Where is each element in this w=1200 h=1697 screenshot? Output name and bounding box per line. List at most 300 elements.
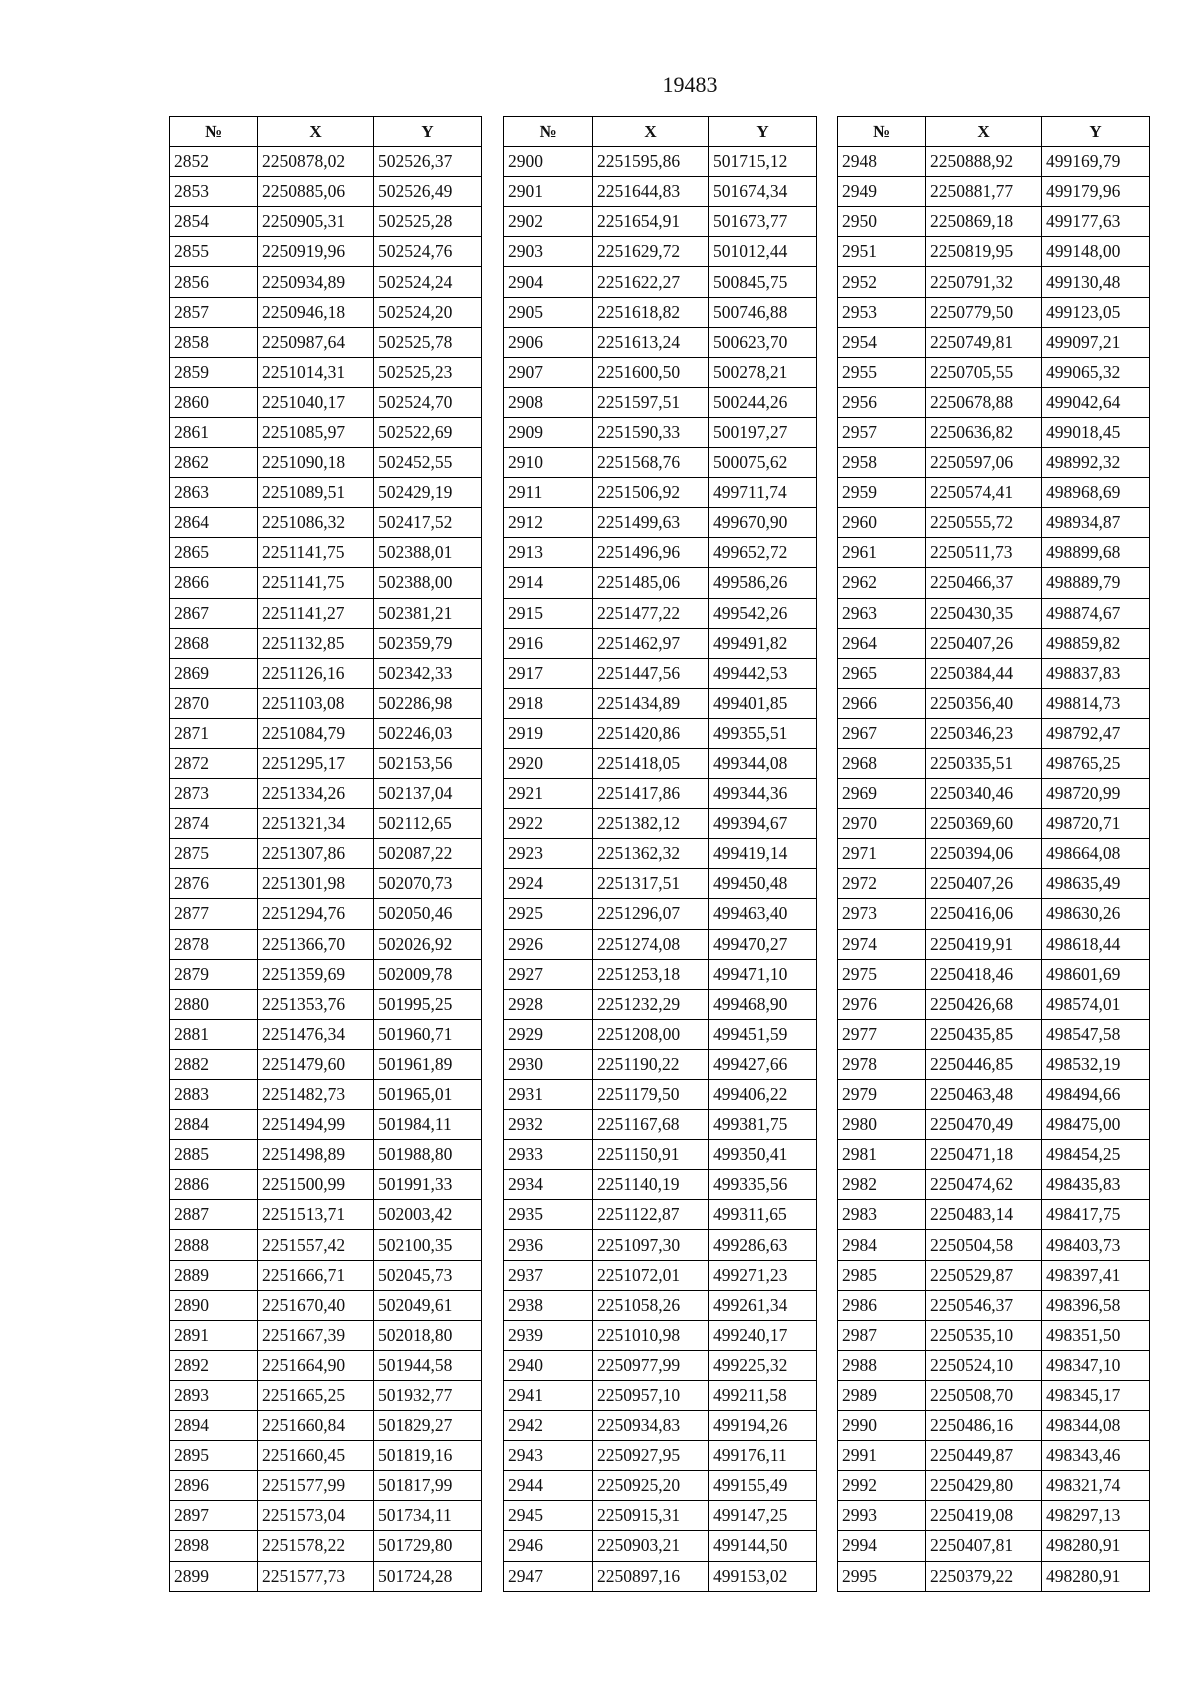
table-row — [170, 1290, 482, 1320]
table-row — [838, 1531, 1150, 1561]
y-coordinate-cell: 500278,21 — [709, 357, 817, 387]
point-number-cell: 2860 — [170, 387, 258, 417]
point-number-cell: 2879 — [170, 959, 258, 989]
y-coordinate-cell: 499344,36 — [709, 779, 817, 809]
x-coordinate-cell: 2251462,97 — [593, 628, 709, 658]
point-number-cell: 2989 — [838, 1380, 926, 1410]
y-coordinate-cell: 498859,82 — [1042, 628, 1150, 658]
x-coordinate-cell: 2251629,72 — [593, 237, 709, 267]
x-coordinate-cell: 2251140,19 — [593, 1170, 709, 1200]
table-row — [170, 1049, 482, 1079]
x-coordinate-cell: 2251040,17 — [258, 387, 374, 417]
x-coordinate-cell: 2251307,86 — [258, 839, 374, 869]
point-number-cell: 2914 — [504, 568, 593, 598]
table-row — [838, 1411, 1150, 1441]
point-number-cell: 2874 — [170, 809, 258, 839]
table-row — [504, 869, 817, 899]
point-number-cell: 2956 — [838, 387, 926, 417]
point-number-cell: 2974 — [838, 929, 926, 959]
x-coordinate-cell: 2251476,34 — [258, 1019, 374, 1049]
table-row — [838, 748, 1150, 778]
y-coordinate-cell: 502524,20 — [374, 297, 482, 327]
y-coordinate-cell: 499427,66 — [709, 1049, 817, 1079]
table-row — [504, 1531, 817, 1561]
coordinate-tables — [169, 116, 1149, 1596]
y-coordinate-cell: 498874,67 — [1042, 598, 1150, 628]
point-number-cell: 2920 — [504, 748, 593, 778]
point-number-cell: 2976 — [838, 989, 926, 1019]
y-coordinate-cell: 498494,66 — [1042, 1080, 1150, 1110]
table-row — [504, 207, 817, 237]
x-coordinate-cell: 2251382,12 — [593, 809, 709, 839]
y-coordinate-cell: 501829,27 — [374, 1411, 482, 1441]
x-coordinate-cell: 2251150,91 — [593, 1140, 709, 1170]
y-coordinate-cell: 499097,21 — [1042, 327, 1150, 357]
point-number-cell: 2872 — [170, 748, 258, 778]
x-coordinate-cell: 2251301,98 — [258, 869, 374, 899]
y-coordinate-cell: 499586,26 — [709, 568, 817, 598]
x-coordinate-cell: 2251434,89 — [593, 688, 709, 718]
x-coordinate-cell: 2251317,51 — [593, 869, 709, 899]
header-y: Y — [374, 117, 482, 147]
point-number-cell: 2949 — [838, 177, 926, 207]
y-coordinate-cell: 499144,50 — [709, 1531, 817, 1561]
point-number-cell: 2946 — [504, 1531, 593, 1561]
table-row — [838, 1230, 1150, 1260]
y-coordinate-cell: 502018,80 — [374, 1320, 482, 1350]
table-row — [504, 598, 817, 628]
table-row — [838, 1080, 1150, 1110]
table-row — [838, 658, 1150, 688]
y-coordinate-cell: 498280,91 — [1042, 1561, 1150, 1591]
table-row — [504, 1320, 817, 1350]
x-coordinate-cell: 2250483,14 — [926, 1200, 1042, 1230]
table-row — [838, 448, 1150, 478]
x-coordinate-cell: 2250379,22 — [926, 1561, 1042, 1591]
x-coordinate-cell: 2251232,29 — [593, 989, 709, 1019]
x-coordinate-cell: 2251085,97 — [258, 417, 374, 447]
x-coordinate-cell: 2251141,27 — [258, 598, 374, 628]
x-coordinate-cell: 2250407,26 — [926, 869, 1042, 899]
table-row — [838, 1290, 1150, 1320]
x-coordinate-cell: 2251644,83 — [593, 177, 709, 207]
x-coordinate-cell: 2250546,37 — [926, 1290, 1042, 1320]
x-coordinate-cell: 2250486,16 — [926, 1411, 1042, 1441]
x-coordinate-cell: 2250470,49 — [926, 1110, 1042, 1140]
x-coordinate-cell: 2251086,32 — [258, 508, 374, 538]
y-coordinate-cell: 499450,48 — [709, 869, 817, 899]
point-number-cell: 2923 — [504, 839, 593, 869]
y-coordinate-cell: 498454,25 — [1042, 1140, 1150, 1170]
table-row — [170, 207, 482, 237]
point-number-cell: 2957 — [838, 417, 926, 447]
table-row — [170, 628, 482, 658]
y-coordinate-cell: 498574,01 — [1042, 989, 1150, 1019]
table-row — [504, 478, 817, 508]
point-number-cell: 2915 — [504, 598, 593, 628]
y-coordinate-cell: 498475,00 — [1042, 1110, 1150, 1140]
table-row — [170, 1200, 482, 1230]
table-row — [838, 1320, 1150, 1350]
x-coordinate-cell: 2251190,22 — [593, 1049, 709, 1079]
table-header-row — [170, 117, 482, 147]
point-number-cell: 2897 — [170, 1501, 258, 1531]
x-coordinate-cell: 2250791,32 — [926, 267, 1042, 297]
table-row — [170, 267, 482, 297]
point-number-cell: 2852 — [170, 147, 258, 177]
point-number-cell: 2950 — [838, 207, 926, 237]
y-coordinate-cell: 498345,17 — [1042, 1380, 1150, 1410]
y-coordinate-cell: 499176,11 — [709, 1441, 817, 1471]
point-number-cell: 2919 — [504, 718, 593, 748]
x-coordinate-cell: 2251141,75 — [258, 538, 374, 568]
coordinate-table-1 — [169, 116, 482, 1592]
table-row — [504, 147, 817, 177]
table-row — [504, 1230, 817, 1260]
x-coordinate-cell: 2250597,06 — [926, 448, 1042, 478]
y-coordinate-cell: 499491,82 — [709, 628, 817, 658]
x-coordinate-cell: 2250335,51 — [926, 748, 1042, 778]
point-number-cell: 2971 — [838, 839, 926, 869]
point-number-cell: 2905 — [504, 297, 593, 327]
x-coordinate-cell: 2251557,42 — [258, 1230, 374, 1260]
point-number-cell: 2913 — [504, 538, 593, 568]
table-row — [170, 1019, 482, 1049]
x-coordinate-cell: 2250529,87 — [926, 1260, 1042, 1290]
y-coordinate-cell: 502522,69 — [374, 417, 482, 447]
x-coordinate-cell: 2251670,40 — [258, 1290, 374, 1320]
x-coordinate-cell: 2251295,17 — [258, 748, 374, 778]
point-number-cell: 2994 — [838, 1531, 926, 1561]
x-coordinate-cell: 2250446,85 — [926, 1049, 1042, 1079]
y-coordinate-cell: 499147,25 — [709, 1501, 817, 1531]
point-number-cell: 2902 — [504, 207, 593, 237]
table-row — [170, 297, 482, 327]
x-coordinate-cell: 2251132,85 — [258, 628, 374, 658]
point-number-cell: 2987 — [838, 1320, 926, 1350]
y-coordinate-cell: 502153,56 — [374, 748, 482, 778]
point-number-cell: 2882 — [170, 1049, 258, 1079]
x-coordinate-cell: 2251500,99 — [258, 1170, 374, 1200]
table-row — [838, 1471, 1150, 1501]
y-coordinate-cell: 501984,11 — [374, 1110, 482, 1140]
table-row — [504, 1140, 817, 1170]
table-row — [504, 899, 817, 929]
point-number-cell: 2911 — [504, 478, 593, 508]
y-coordinate-cell: 499442,53 — [709, 658, 817, 688]
x-coordinate-cell: 2251420,86 — [593, 718, 709, 748]
y-coordinate-cell: 498889,79 — [1042, 568, 1150, 598]
x-coordinate-cell: 2250356,40 — [926, 688, 1042, 718]
table-row — [504, 387, 817, 417]
point-number-cell: 2960 — [838, 508, 926, 538]
table-row — [170, 1380, 482, 1410]
table-row — [838, 899, 1150, 929]
x-coordinate-cell: 2250915,31 — [593, 1501, 709, 1531]
point-number-cell: 2985 — [838, 1260, 926, 1290]
x-coordinate-cell: 2251498,89 — [258, 1140, 374, 1170]
x-coordinate-cell: 2250919,96 — [258, 237, 374, 267]
y-coordinate-cell: 499451,59 — [709, 1019, 817, 1049]
point-number-cell: 2918 — [504, 688, 593, 718]
point-number-cell: 2876 — [170, 869, 258, 899]
table-row — [838, 207, 1150, 237]
point-number-cell: 2864 — [170, 508, 258, 538]
point-number-cell: 2901 — [504, 177, 593, 207]
table-row — [170, 718, 482, 748]
x-coordinate-cell: 2250897,16 — [593, 1561, 709, 1591]
table-row — [838, 1110, 1150, 1140]
point-number-cell: 2932 — [504, 1110, 593, 1140]
x-coordinate-cell: 2250416,06 — [926, 899, 1042, 929]
header-x: X — [593, 117, 709, 147]
point-number-cell: 2885 — [170, 1140, 258, 1170]
point-number-cell: 2877 — [170, 899, 258, 929]
point-number-cell: 2900 — [504, 147, 593, 177]
y-coordinate-cell: 501960,71 — [374, 1019, 482, 1049]
y-coordinate-cell: 498321,74 — [1042, 1471, 1150, 1501]
x-coordinate-cell: 2251334,26 — [258, 779, 374, 809]
page-number: 19483 — [662, 72, 718, 97]
table-row — [504, 779, 817, 809]
table-row — [170, 177, 482, 207]
table-row — [170, 1350, 482, 1380]
point-number-cell: 2895 — [170, 1441, 258, 1471]
table-row — [838, 779, 1150, 809]
x-coordinate-cell: 2250463,48 — [926, 1080, 1042, 1110]
point-number-cell: 2896 — [170, 1471, 258, 1501]
y-coordinate-cell: 499394,67 — [709, 809, 817, 839]
x-coordinate-cell: 2250394,06 — [926, 839, 1042, 869]
table-row — [504, 327, 817, 357]
point-number-cell: 2948 — [838, 147, 926, 177]
y-coordinate-cell: 498837,83 — [1042, 658, 1150, 688]
point-number-cell: 2927 — [504, 959, 593, 989]
y-coordinate-cell: 499406,22 — [709, 1080, 817, 1110]
table-row — [838, 959, 1150, 989]
x-coordinate-cell: 2251058,26 — [593, 1290, 709, 1320]
y-coordinate-cell: 501988,80 — [374, 1140, 482, 1170]
y-coordinate-cell: 499335,56 — [709, 1170, 817, 1200]
table-row — [838, 538, 1150, 568]
point-number-cell: 2965 — [838, 658, 926, 688]
y-coordinate-cell: 498547,58 — [1042, 1019, 1150, 1049]
x-coordinate-cell: 2250905,31 — [258, 207, 374, 237]
table-row — [504, 989, 817, 1019]
table-row — [504, 1411, 817, 1441]
x-coordinate-cell: 2250508,70 — [926, 1380, 1042, 1410]
x-coordinate-cell: 2251666,71 — [258, 1260, 374, 1290]
y-coordinate-cell: 499670,90 — [709, 508, 817, 538]
x-coordinate-cell: 2251089,51 — [258, 478, 374, 508]
x-coordinate-cell: 2250819,95 — [926, 237, 1042, 267]
x-coordinate-cell: 2251577,73 — [258, 1561, 374, 1591]
point-number-cell: 2980 — [838, 1110, 926, 1140]
x-coordinate-cell: 2250927,95 — [593, 1441, 709, 1471]
y-coordinate-cell: 499211,58 — [709, 1380, 817, 1410]
point-number-cell: 2984 — [838, 1230, 926, 1260]
x-coordinate-cell: 2251600,50 — [593, 357, 709, 387]
y-coordinate-cell: 499271,23 — [709, 1260, 817, 1290]
x-coordinate-cell: 2251613,24 — [593, 327, 709, 357]
table-row — [504, 1170, 817, 1200]
table-row — [838, 417, 1150, 447]
table-row — [504, 1501, 817, 1531]
y-coordinate-cell: 502429,19 — [374, 478, 482, 508]
y-coordinate-cell: 498618,44 — [1042, 929, 1150, 959]
y-coordinate-cell: 501674,34 — [709, 177, 817, 207]
x-coordinate-cell: 2250903,21 — [593, 1531, 709, 1561]
point-number-cell: 2945 — [504, 1501, 593, 1531]
table-row — [170, 327, 482, 357]
point-number-cell: 2941 — [504, 1380, 593, 1410]
table-row — [504, 628, 817, 658]
x-coordinate-cell: 2251499,63 — [593, 508, 709, 538]
point-number-cell: 2883 — [170, 1080, 258, 1110]
point-number-cell: 2916 — [504, 628, 593, 658]
x-coordinate-cell: 2250881,77 — [926, 177, 1042, 207]
point-number-cell: 2884 — [170, 1110, 258, 1140]
x-coordinate-cell: 2251418,05 — [593, 748, 709, 778]
y-coordinate-cell: 499344,08 — [709, 748, 817, 778]
point-number-cell: 2968 — [838, 748, 926, 778]
point-number-cell: 2871 — [170, 718, 258, 748]
y-coordinate-cell: 501961,89 — [374, 1049, 482, 1079]
point-number-cell: 2992 — [838, 1471, 926, 1501]
table-row — [504, 839, 817, 869]
y-coordinate-cell: 502003,42 — [374, 1200, 482, 1230]
y-coordinate-cell: 500746,88 — [709, 297, 817, 327]
point-number-cell: 2973 — [838, 899, 926, 929]
y-coordinate-cell: 500244,26 — [709, 387, 817, 417]
x-coordinate-cell: 2251014,31 — [258, 357, 374, 387]
point-number-cell: 2903 — [504, 237, 593, 267]
x-coordinate-cell: 2251665,25 — [258, 1380, 374, 1410]
y-coordinate-cell: 499130,48 — [1042, 267, 1150, 297]
table-row — [170, 417, 482, 447]
table-row — [170, 357, 482, 387]
table-row — [504, 508, 817, 538]
header-x: X — [258, 117, 374, 147]
y-coordinate-cell: 502525,78 — [374, 327, 482, 357]
table-row — [170, 1170, 482, 1200]
x-coordinate-cell: 2250678,88 — [926, 387, 1042, 417]
point-number-cell: 2875 — [170, 839, 258, 869]
point-number-cell: 2964 — [838, 628, 926, 658]
point-number-cell: 2910 — [504, 448, 593, 478]
x-coordinate-cell: 2250418,46 — [926, 959, 1042, 989]
y-coordinate-cell: 498601,69 — [1042, 959, 1150, 989]
table-row — [838, 628, 1150, 658]
y-coordinate-cell: 499471,10 — [709, 959, 817, 989]
header-number: № — [504, 117, 593, 147]
x-coordinate-cell: 2251622,27 — [593, 267, 709, 297]
table-row — [838, 598, 1150, 628]
x-coordinate-cell: 2250474,62 — [926, 1170, 1042, 1200]
x-coordinate-cell: 2251321,34 — [258, 809, 374, 839]
point-number-cell: 2929 — [504, 1019, 593, 1049]
table-row — [504, 959, 817, 989]
x-coordinate-cell: 2250705,55 — [926, 357, 1042, 387]
table-row — [504, 237, 817, 267]
point-number-cell: 2886 — [170, 1170, 258, 1200]
table-row — [170, 1561, 482, 1591]
point-number-cell: 2869 — [170, 658, 258, 688]
point-number-cell: 2891 — [170, 1320, 258, 1350]
table-row — [170, 1411, 482, 1441]
x-coordinate-cell: 2250934,89 — [258, 267, 374, 297]
y-coordinate-cell: 501965,01 — [374, 1080, 482, 1110]
table-row — [838, 508, 1150, 538]
point-number-cell: 2947 — [504, 1561, 593, 1591]
y-coordinate-cell: 499065,32 — [1042, 357, 1150, 387]
y-coordinate-cell: 498720,99 — [1042, 779, 1150, 809]
y-coordinate-cell: 498792,47 — [1042, 718, 1150, 748]
point-number-cell: 2951 — [838, 237, 926, 267]
y-coordinate-cell: 498417,75 — [1042, 1200, 1150, 1230]
x-coordinate-cell: 2251660,45 — [258, 1441, 374, 1471]
y-coordinate-cell: 500075,62 — [709, 448, 817, 478]
x-coordinate-cell: 2250435,85 — [926, 1019, 1042, 1049]
point-number-cell: 2908 — [504, 387, 593, 417]
x-coordinate-cell: 2251353,76 — [258, 989, 374, 1019]
x-coordinate-cell: 2251141,75 — [258, 568, 374, 598]
x-coordinate-cell: 2251477,22 — [593, 598, 709, 628]
table-row — [504, 1049, 817, 1079]
table-row — [504, 1260, 817, 1290]
y-coordinate-cell: 499419,14 — [709, 839, 817, 869]
x-coordinate-cell: 2251126,16 — [258, 658, 374, 688]
table-row — [838, 267, 1150, 297]
x-coordinate-cell: 2250934,83 — [593, 1411, 709, 1441]
y-coordinate-cell: 499401,85 — [709, 688, 817, 718]
table-row — [170, 237, 482, 267]
y-coordinate-cell: 502525,28 — [374, 207, 482, 237]
table-row — [838, 688, 1150, 718]
x-coordinate-cell: 2251274,08 — [593, 929, 709, 959]
y-coordinate-cell: 498664,08 — [1042, 839, 1150, 869]
y-coordinate-cell: 501932,77 — [374, 1380, 482, 1410]
header-number: № — [838, 117, 926, 147]
point-number-cell: 2857 — [170, 297, 258, 327]
x-coordinate-cell: 2251010,98 — [593, 1320, 709, 1350]
table-row — [170, 959, 482, 989]
x-coordinate-cell: 2251296,07 — [593, 899, 709, 929]
y-coordinate-cell: 501734,11 — [374, 1501, 482, 1531]
x-coordinate-cell: 2250504,58 — [926, 1230, 1042, 1260]
y-coordinate-cell: 499463,40 — [709, 899, 817, 929]
table-row — [838, 177, 1150, 207]
table-row — [504, 538, 817, 568]
y-coordinate-cell: 502137,04 — [374, 779, 482, 809]
point-number-cell: 2982 — [838, 1170, 926, 1200]
y-coordinate-cell: 499350,41 — [709, 1140, 817, 1170]
y-coordinate-cell: 498899,68 — [1042, 538, 1150, 568]
x-coordinate-cell: 2250407,26 — [926, 628, 1042, 658]
y-coordinate-cell: 502070,73 — [374, 869, 482, 899]
table-row — [838, 568, 1150, 598]
x-coordinate-cell: 2251447,56 — [593, 658, 709, 688]
x-coordinate-cell: 2251417,86 — [593, 779, 709, 809]
y-coordinate-cell: 501995,25 — [374, 989, 482, 1019]
header-x: X — [926, 117, 1042, 147]
table-row — [504, 929, 817, 959]
y-coordinate-cell: 499470,27 — [709, 929, 817, 959]
point-number-cell: 2969 — [838, 779, 926, 809]
x-coordinate-cell: 2251366,70 — [258, 929, 374, 959]
x-coordinate-cell: 2251667,39 — [258, 1320, 374, 1350]
coordinate-table-2 — [503, 116, 817, 1592]
